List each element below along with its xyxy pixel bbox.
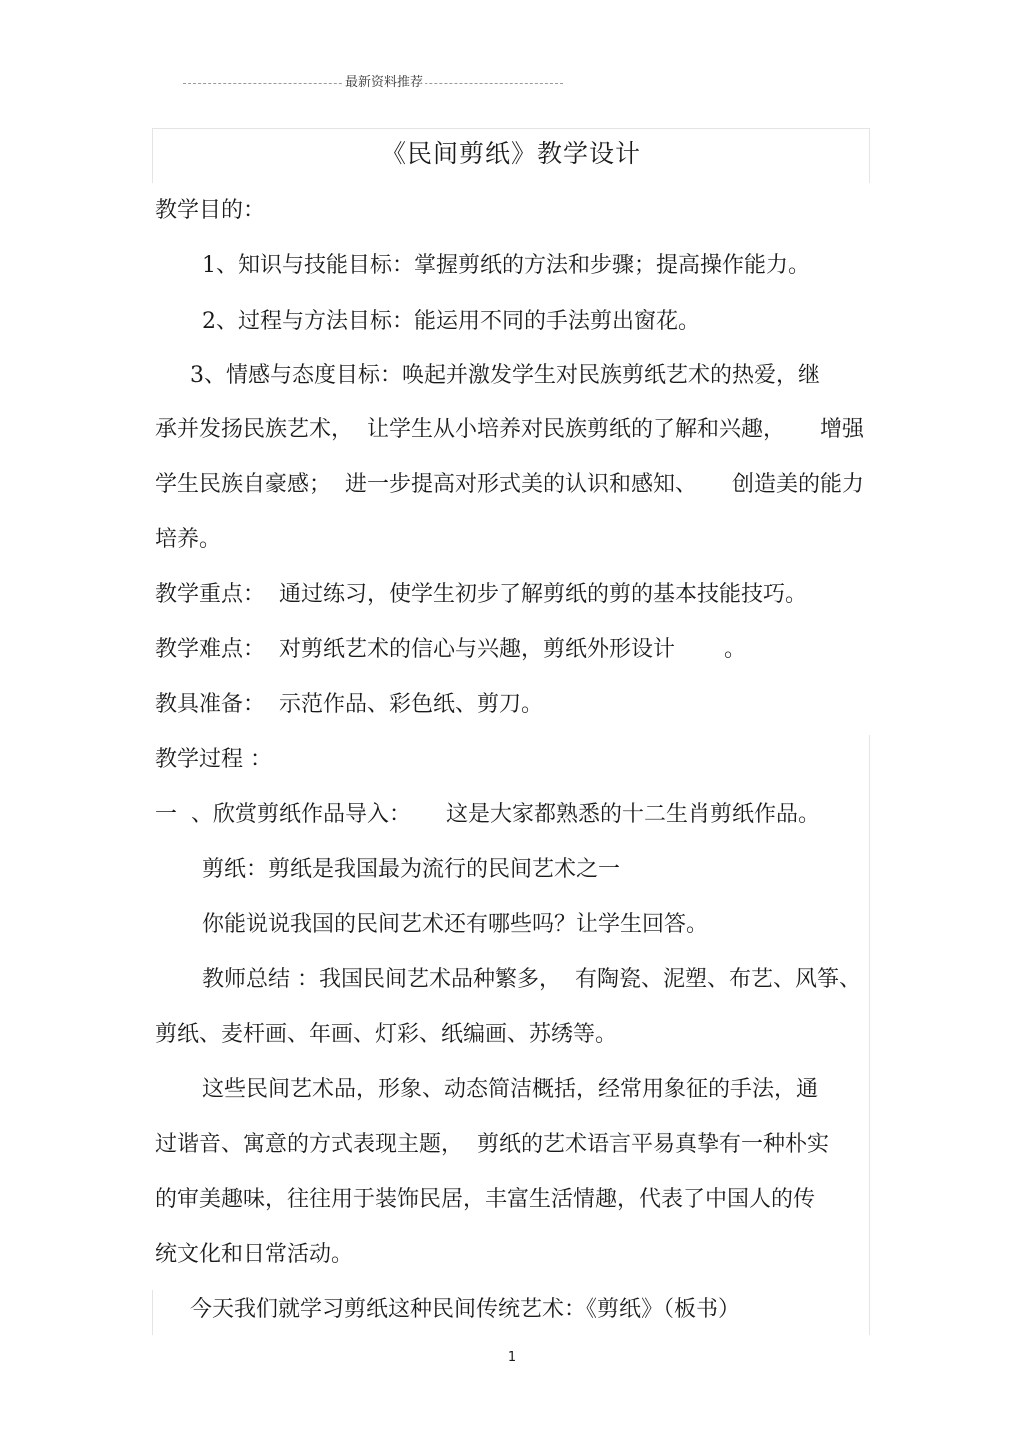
folk-art-paragraph-line-2: 过谐音、寓意的方式表现主题， 剪纸的艺术语言平易真挚有一种朴实: [155, 1132, 829, 1157]
page-header: [183, 74, 563, 94]
objective-3-line-1: 3、情感与态度目标：唤起并激发学生对民族剪纸艺术的热爱，继: [190, 363, 820, 388]
objective-1: 1、知识与技能目标：掌握剪纸的方法和步骤；提高操作能力。: [202, 253, 810, 278]
objective-3-line-3: 学生民族自豪感； 进一步提高对形式美的认识和感知、 创造美的能力: [155, 472, 864, 497]
difficult-point: 教学难点： 对剪纸艺术的信心与兴趣，剪纸外形设计 。: [155, 637, 746, 662]
document-title: 《民间剪纸》教学设计: [380, 139, 641, 168]
objective-3-line-2: 承并发扬民族艺术， 让学生从小培养对民族剪纸的了解和兴趣， 增强: [155, 417, 864, 442]
teacher-summary-line-1: 教师总结 ：我国民间艺术品种繁多， 有陶瓷、泥塑、布艺、风筝、: [202, 967, 861, 992]
table-left-border-lower: [152, 1290, 153, 1335]
folk-art-paragraph-line-3: 的审美趣味，往往用于装饰民居，丰富生活情趣，代表了中国人的传: [155, 1187, 816, 1212]
lesson-intro: 今天我们就学习剪纸这种民间传统艺术：《剪纸》（板书）: [190, 1297, 741, 1322]
objective-2: 2、过程与方法目标：能运用不同的手法剪出窗花。: [202, 309, 700, 334]
question-to-students: 你能说说我国的民间艺术还有哪些吗？让学生回答。: [202, 912, 709, 937]
folk-art-paragraph-line-1: 这些民间艺术品，形象、动态简洁概括，经常用象征的手法，通: [202, 1077, 819, 1102]
section-heading-objectives: 教学目的：: [155, 198, 266, 223]
teaching-aids: 教具准备： 示范作品、彩色纸、剪刀。: [155, 692, 543, 717]
objective-3-line-4: 培养。: [155, 527, 222, 552]
page-number: 1: [507, 1350, 517, 1365]
folk-art-paragraph-line-4: 统文化和日常活动。: [155, 1242, 354, 1267]
table-right-border-lower: [869, 735, 870, 1335]
process-step-1: 一 、欣赏剪纸作品导入： 这是大家都熟悉的十二生肖剪纸作品。: [155, 802, 820, 827]
section-heading-process: 教学过程 ：: [155, 747, 272, 772]
paper-cutting-definition: 剪纸：剪纸是我国最为流行的民间艺术之一: [202, 857, 621, 882]
header-text: 最新资料推荐: [345, 75, 424, 90]
table-top-border: [152, 128, 870, 129]
key-point: 教学重点： 通过练习，使学生初步了解剪纸的剪的基本技能技巧。: [155, 582, 807, 607]
teacher-summary-line-2: 剪纸、麦杆画、年画、灯彩、纸编画、苏绣等。: [155, 1022, 618, 1047]
